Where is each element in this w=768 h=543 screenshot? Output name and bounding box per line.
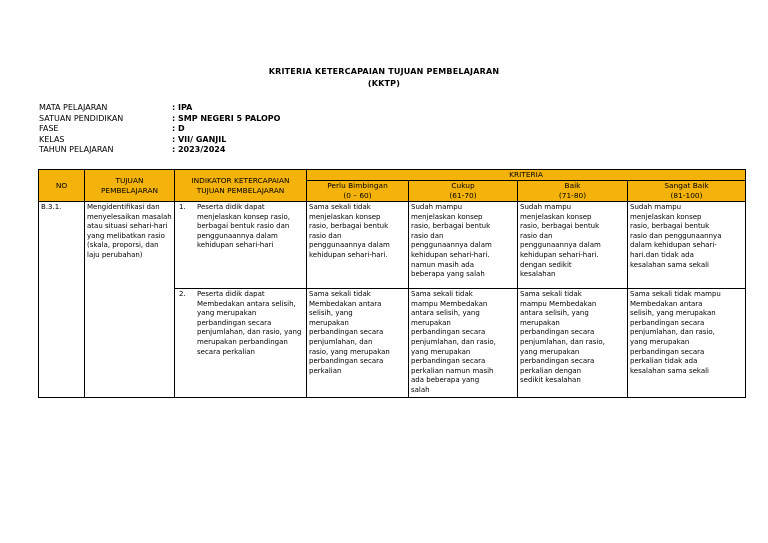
meta-value: : 2023/2024 [172,145,226,155]
cell-baik: Sama sekali tidak mampu Membedakan antara selisih, yang merupakan perbandingan secara penjumlahan, dan rasio, yang merupakan perbandingan secara perkalian dengan sedikit kesalahan [518,289,628,398]
cell-indikator [175,289,307,398]
level-name: Cukup [451,181,475,190]
meta-row-subject [39,103,280,114]
indikator-number: 1. [179,203,186,211]
header-level-cukup [409,181,518,202]
cell-perlu-bimbingan: Sama sekali tidak menjelaskan konsep rasio, berbagai bentuk rasio dan penggunaannya dalam kehidupan sehari-hari. [307,202,409,289]
cell-indikator [175,202,307,289]
cell-baik: Sudah mampu menjelaskan konsep rasio, berbagai bentuk rasio dan penggunaannya dalam kehidupan sehari-hari. dengan sedikit kesalahan [518,202,628,289]
header-level-sangat-baik [628,181,746,202]
kktp-table [38,169,746,398]
meta-row-phase [39,124,280,135]
table-row [39,202,746,289]
meta-label: TAHUN PELAJARAN [39,145,114,155]
header-indikator: INDIKATOR KETERCAPAIAN TUJUAN PEMBELAJARAN [175,170,307,202]
header-level-perlu-bimbingan [307,181,409,202]
level-range: (61-70) [449,191,477,200]
level-range: (71-80) [558,191,587,200]
level-range: (0 – 60) [343,191,372,200]
level-name: Perlu Bimbingan [327,181,388,190]
indikator-text: Peserta didik dapat Membedakan antara selisih, yang merupakan perbandingan secara penjumlahan, dan rasio, yang merupakan perbandingan secara perkalian [197,290,302,356]
meta-row-year [39,145,280,156]
meta-label: MATA PELAJARAN [39,103,108,112]
meta-value: : IPA [172,103,193,112]
header-tujuan: TUJUAN PEMBELAJARAN [85,170,175,202]
header-row [39,170,746,181]
cell-tujuan: Mengidentifikasi dan menyelesaikan masalah atau situasi sehari-hari yang melibatkan rasio (skala, proporsi, dan laju perubahan) [85,202,175,398]
cell-sangat-baik: Sama sekali tidak mampu Membedakan antara selisih, yang merupakan perbandingan secara penjumlahan, dan rasio, yang merupakan perbandingan secara perkalian tidak ada kesalahan sama sekali [628,289,746,398]
cell-sangat-baik: Sudah mampu menjelaskan konsep rasio, berbagai bentuk rasio dan penggunaannya dalam kehidupan sehari- hari.dan tidak ada kesalahan sama sekali [628,202,746,289]
meta-label: KELAS [39,134,65,144]
meta-value: : SMP NEGERI 5 PALOPO [172,113,281,123]
document-subtitle: (KKTP) [367,79,401,88]
cell-no: B.3.1. [39,202,85,398]
cell-cukup: Sudah mampu menjelaskan konsep rasio, berbagai bentuk rasio dan penggunaannya dalam kehidupan sehari-hari. namun masih ada beberapa yang salah [409,202,518,289]
level-name: Baik [564,181,581,190]
meta-value: : D [172,124,185,134]
level-range: (81-100) [670,191,703,200]
header-level-baik [518,181,628,202]
level-name: Sangat Baik [664,181,709,190]
meta-row-class [39,135,280,146]
indikator-number: 2. [179,290,186,298]
document-title: KRITERIA KETERCAPAIAN TUJUAN PEMBELAJARAN [268,67,500,76]
header-no: NO [39,170,85,202]
meta-value: : VII/ GANJIL [172,134,227,144]
meta-label: FASE [39,124,59,134]
indikator-text: Peserta didik dapat menjelaskan konsep rasio, berbagai bentuk rasio dan penggunaannya dalam kehidupan sehari-hari [197,203,290,250]
cell-cukup: Sama sekali tidak mampu Membedakan antara selisih, yang merupakan perbandingan secara penjumlahan, dan rasio, yang merupakan perbandingan secara perkalian namun masih ada beberapa yang salah [409,289,518,398]
meta-label: SATUAN PENDIDIKAN [39,113,124,123]
document-meta [39,103,280,156]
cell-perlu-bimbingan: Sama sekali tidak Membedakan antara selisih, yang merupakan perbandingan secara penjumlahan, dan rasio, yang merupakan perbandingan secara perkalian [307,289,409,398]
meta-row-school [39,114,280,125]
header-kriteria: KRITERIA [307,170,746,181]
